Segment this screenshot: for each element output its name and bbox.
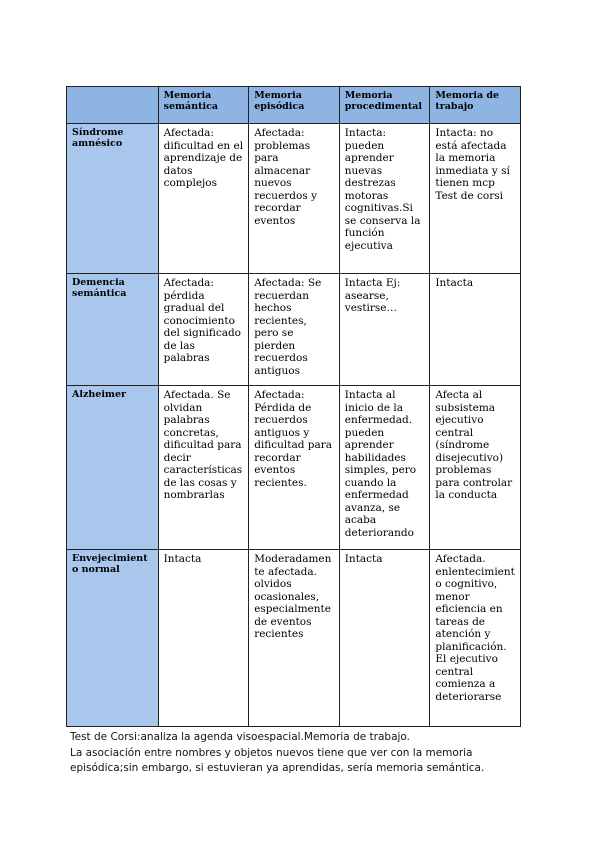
table-row — [67, 550, 521, 727]
header-working-memory: Memoria de trabajo — [430, 87, 521, 124]
header-semantic-memory: Memoria semántica — [158, 87, 249, 124]
row-label: Demencia semántica — [67, 274, 159, 386]
header-procedural-memory: Memoria procedimental — [339, 87, 430, 124]
table-cell: Intacta al inicio de la enfermedad. pueden aprender habilidades simples, pero cuando la enfermedad avanza, se acaba deteriorando — [339, 386, 430, 550]
note-corsi-test: Test de Corsi:analiza la agenda visoespacial.Memoria de trabajo. — [70, 731, 410, 743]
table-row — [67, 124, 521, 274]
table-cell: Intacta — [158, 550, 249, 727]
table-header-row — [67, 87, 521, 124]
table-cell: Afectada: Pérdida de recuerdos antiguos y dificultad para recordar eventos recientes. — [249, 386, 340, 550]
table-cell: Intacta Ej: asearse, vestirse… — [339, 274, 430, 386]
row-label: Envejecimiento normal — [67, 550, 159, 727]
table-row — [67, 274, 521, 386]
table-cell: Intacta: no está afectada la memoria inmediata y sí tienen mcp Test de corsi — [430, 124, 521, 274]
header-corner — [67, 87, 159, 124]
note-name-object-association: La asociación entre nombres y objetos nuevos tiene que ver con la memoria episódica;sin embargo, si estuvieran ya aprendidas, sería memoria semántica. — [70, 747, 485, 774]
table-cell: Afectada. Se olvidan palabras concretas, dificultad para decir características de las cosas y nombrarlas — [158, 386, 249, 550]
table-cell: Afecta al subsistema ejecutivo central (síndrome disejecutivo) problemas para controlar la conducta — [430, 386, 521, 550]
table-cell: Intacta: pueden aprender nuevas destrezas motoras cognitivas.Si se conserva la función ejecutiva — [339, 124, 430, 274]
memory-comparison-table — [66, 86, 521, 727]
table-cell: Intacta — [430, 274, 521, 386]
table-cell: Afectada: dificultad en el aprendizaje de datos complejos — [158, 124, 249, 274]
table-cell: Afectada. enlentecimiento cognitivo, menor eficiencia en tareas de atención y planificación. El ejecutivo central comienza a deteriorarse — [430, 550, 521, 727]
table-cell: Afectada: pérdida gradual del conocimiento del significado de las palabras — [158, 274, 249, 386]
table-cell: Afectada: Se recuerdan hechos recientes, pero se pierden recuerdos antiguos — [249, 274, 340, 386]
table-cell: Moderadamente afectada. olvidos ocasionales, especialmente de eventos recientes — [249, 550, 340, 727]
table-cell: Afectada: problemas para almacenar nuevos recuerdos y recordar eventos — [249, 124, 340, 274]
row-label: Síndrome amnésico — [67, 124, 159, 274]
row-label: Alzheimer — [67, 386, 159, 550]
table-cell: Intacta — [339, 550, 430, 727]
header-episodic-memory: Memoria episódica — [249, 87, 340, 124]
table-row — [67, 386, 521, 550]
